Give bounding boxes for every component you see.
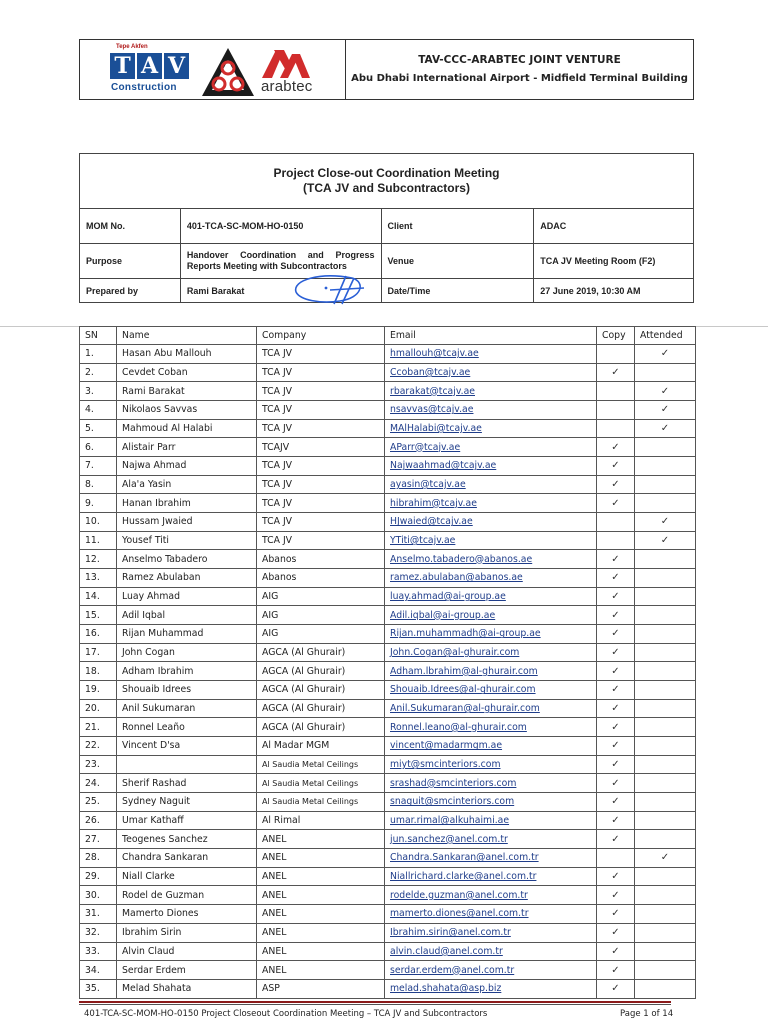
attendee-name: Alvin Claud — [117, 942, 257, 961]
attendee-company: TCA JV — [257, 494, 385, 513]
attendee-company: ASP — [257, 979, 385, 998]
attendee-email[interactable]: rbarakat@tcajv.ae — [385, 382, 597, 401]
attendee-company: ANEL — [257, 923, 385, 942]
attendee-sn: 21. — [80, 718, 117, 737]
attendee-email[interactable]: AParr@tcajv.ae — [385, 438, 597, 457]
attendee-row — [80, 587, 696, 606]
attendee-name: Shouaib Idrees — [117, 681, 257, 700]
attendee-sn: 8. — [80, 475, 117, 494]
letterhead — [79, 39, 694, 100]
attendee-sn: 7. — [80, 457, 117, 476]
attendee-sn: 10. — [80, 513, 117, 532]
attendee-sn: 1. — [80, 345, 117, 364]
copy-mark: ✓ — [597, 569, 635, 588]
attended-mark — [635, 606, 696, 625]
attendee-company: ANEL — [257, 961, 385, 980]
attendee-name: Umar Kathaff — [117, 811, 257, 830]
attendee-company: TCA JV — [257, 457, 385, 476]
attendee-company: AIG — [257, 606, 385, 625]
attendee-row — [80, 643, 696, 662]
col-header-email: Email — [385, 327, 597, 345]
jv-heading — [346, 40, 693, 99]
attendee-company: TCA JV — [257, 401, 385, 420]
col-header-name: Name — [117, 327, 257, 345]
attended-mark — [635, 793, 696, 812]
meeting-title-line2: (TCA JV and Subcontractors) — [303, 181, 470, 195]
copy-mark: ✓ — [597, 606, 635, 625]
attendee-email[interactable]: srashad@smcinteriors.com — [385, 774, 597, 793]
attendee-email[interactable]: Anselmo.tabadero@abanos.ae — [385, 550, 597, 569]
attendee-row — [80, 625, 696, 644]
attendee-row — [80, 699, 696, 718]
arabtec-wordmark: arabtec — [261, 78, 313, 95]
tav-letter: T — [110, 53, 135, 79]
attendee-company: ANEL — [257, 830, 385, 849]
attendee-row — [80, 979, 696, 998]
attended-mark — [635, 550, 696, 569]
attendee-name: Yousef Titi — [117, 531, 257, 550]
attendee-company: Al Saudia Metal Ceilings — [257, 793, 385, 812]
attendee-sn: 5. — [80, 419, 117, 438]
attendee-company: TCA JV — [257, 363, 385, 382]
meeting-info-table — [79, 153, 694, 303]
attendee-row — [80, 755, 696, 774]
attendee-company: AGCA (Al Ghurair) — [257, 681, 385, 700]
attendee-sn: 6. — [80, 438, 117, 457]
tav-tagline: Tepe Akfen — [116, 44, 148, 50]
attendee-sn: 24. — [80, 774, 117, 793]
attendee-name: Rijan Muhammad — [117, 625, 257, 644]
attended-mark: ✓ — [635, 382, 696, 401]
copy-mark: ✓ — [597, 699, 635, 718]
attendee-row — [80, 793, 696, 812]
attendee-row — [80, 830, 696, 849]
attended-mark — [635, 905, 696, 924]
attendee-row — [80, 905, 696, 924]
client-value: ADAC — [534, 209, 694, 244]
attendee-name: Teogenes Sanchez — [117, 830, 257, 849]
datetime-label: Date/Time — [381, 279, 534, 303]
attendee-email[interactable]: umar.rimal@alkuhaimi.ae — [385, 811, 597, 830]
attendee-email[interactable]: serdar.erdem@anel.com.tr — [385, 961, 597, 980]
attendee-name: Hasan Abu Mallouh — [117, 345, 257, 364]
attended-mark — [635, 681, 696, 700]
attendee-sn: 3. — [80, 382, 117, 401]
attendee-row — [80, 718, 696, 737]
attended-mark — [635, 961, 696, 980]
attendee-sn: 9. — [80, 494, 117, 513]
venue-value: TCA JV Meeting Room (F2) — [534, 244, 694, 279]
attendee-sn: 27. — [80, 830, 117, 849]
attendee-name: Rodel de Guzman — [117, 886, 257, 905]
attended-mark — [635, 569, 696, 588]
attendee-sn: 28. — [80, 849, 117, 868]
attendee-row — [80, 550, 696, 569]
attendee-row — [80, 494, 696, 513]
attended-mark — [635, 438, 696, 457]
attendance-header-row — [80, 327, 696, 345]
attendee-email[interactable]: Chandra.Sankaran@anel.com.tr — [385, 849, 597, 868]
attendee-sn: 22. — [80, 737, 117, 756]
attendee-sn: 14. — [80, 587, 117, 606]
jv-title: TAV-CCC-ARABTEC JOINT VENTURE — [418, 53, 621, 66]
attendee-company: ANEL — [257, 905, 385, 924]
footer-page-number: Page 1 of 14 — [620, 1009, 674, 1019]
attendee-company: ANEL — [257, 867, 385, 886]
copy-mark — [597, 849, 635, 868]
attended-mark — [635, 718, 696, 737]
attended-mark: ✓ — [635, 531, 696, 550]
attendee-email[interactable]: HJwaied@tcajv.ae — [385, 513, 597, 532]
attendee-row — [80, 849, 696, 868]
copy-mark: ✓ — [597, 457, 635, 476]
attendee-sn: 15. — [80, 606, 117, 625]
attendee-row — [80, 438, 696, 457]
copy-mark: ✓ — [597, 979, 635, 998]
attendee-sn: 23. — [80, 755, 117, 774]
attended-mark — [635, 830, 696, 849]
attendee-row — [80, 457, 696, 476]
copy-mark: ✓ — [597, 550, 635, 569]
attendee-company: TCA JV — [257, 513, 385, 532]
attended-mark — [635, 625, 696, 644]
copy-mark: ✓ — [597, 643, 635, 662]
attendance-table — [79, 326, 696, 999]
attendee-row — [80, 942, 696, 961]
col-header-attended: Attended — [635, 327, 696, 345]
copy-mark: ✓ — [597, 867, 635, 886]
copy-mark — [597, 401, 635, 420]
attendee-row — [80, 531, 696, 550]
attendee-name: Anil Sukumaran — [117, 699, 257, 718]
copy-mark — [597, 345, 635, 364]
attendee-sn: 29. — [80, 867, 117, 886]
company-logos — [80, 40, 346, 99]
jv-subtitle: Abu Dhabi International Airport - Midfield Terminal Building — [351, 72, 688, 84]
attendee-email[interactable]: Niallrichard.clarke@anel.com.tr — [385, 867, 597, 886]
attendee-name: Najwa Ahmad — [117, 457, 257, 476]
attended-mark — [635, 457, 696, 476]
attendee-company: Al Madar MGM — [257, 737, 385, 756]
attendee-name: Anselmo Tabadero — [117, 550, 257, 569]
attendee-company: AGCA (Al Ghurair) — [257, 718, 385, 737]
attended-mark — [635, 774, 696, 793]
copy-mark: ✓ — [597, 886, 635, 905]
attended-mark — [635, 475, 696, 494]
client-label: Client — [381, 209, 534, 244]
attendee-sn: 12. — [80, 550, 117, 569]
attended-mark — [635, 755, 696, 774]
tav-letter: A — [137, 53, 162, 79]
attendee-email[interactable]: Shouaib.Idrees@al-ghurair.com — [385, 681, 597, 700]
attendee-row — [80, 923, 696, 942]
copy-mark — [597, 513, 635, 532]
copy-mark — [597, 531, 635, 550]
attended-mark — [635, 662, 696, 681]
attendee-company: Al Rimal — [257, 811, 385, 830]
copy-mark: ✓ — [597, 774, 635, 793]
copy-mark: ✓ — [597, 755, 635, 774]
attendee-name: Ibrahim Sirin — [117, 923, 257, 942]
mom-value: 401-TCA-SC-MOM-HO-0150 — [180, 209, 381, 244]
attendee-name: Nikolaos Savvas — [117, 401, 257, 420]
attended-mark — [635, 587, 696, 606]
col-header-company: Company — [257, 327, 385, 345]
attended-mark — [635, 811, 696, 830]
copy-mark: ✓ — [597, 681, 635, 700]
copy-mark: ✓ — [597, 587, 635, 606]
prepared-value: Rami Barakat — [180, 279, 381, 303]
prepared-label: Prepared by — [80, 279, 181, 303]
footer-doc-ref: 401-TCA-SC-MOM-HO-0150 Project Closeout Coordination Meeting – TCA JV and Subcontractors — [84, 1009, 488, 1019]
attendee-name: Ala'a Yasin — [117, 475, 257, 494]
attendee-email[interactable]: Adham.lbrahim@al-ghurair.com — [385, 662, 597, 681]
copy-mark: ✓ — [597, 793, 635, 812]
attendee-row — [80, 886, 696, 905]
attendee-company: AGCA (Al Ghurair) — [257, 662, 385, 681]
attendee-company: AGCA (Al Ghurair) — [257, 643, 385, 662]
attendee-company: AIG — [257, 625, 385, 644]
attendee-row — [80, 513, 696, 532]
attendee-email[interactable]: hmallouh@tcajv.ae — [385, 345, 597, 364]
attended-mark — [635, 699, 696, 718]
attendee-company: TCA JV — [257, 419, 385, 438]
attendee-email[interactable]: Anil.Sukumaran@al-ghurair.com — [385, 699, 597, 718]
attendee-sn: 25. — [80, 793, 117, 812]
attended-mark: ✓ — [635, 419, 696, 438]
arabtec-logo-icon — [258, 46, 314, 80]
attendee-name: John Cogan — [117, 643, 257, 662]
attended-mark: ✓ — [635, 401, 696, 420]
attendee-company: TCA JV — [257, 475, 385, 494]
footer-rule-thin — [79, 1004, 671, 1005]
signature-icon — [290, 270, 370, 310]
attendee-row — [80, 681, 696, 700]
attendee-row — [80, 382, 696, 401]
attendee-name: Mahmoud Al Halabi — [117, 419, 257, 438]
attendee-email[interactable]: nsavvas@tcajv.ae — [385, 401, 597, 420]
attendee-email[interactable]: luay.ahmad@ai-group.ae — [385, 587, 597, 606]
attendee-sn: 18. — [80, 662, 117, 681]
copy-mark: ✓ — [597, 625, 635, 644]
attendee-sn: 33. — [80, 942, 117, 961]
attendee-row — [80, 401, 696, 420]
attendee-company: Abanos — [257, 550, 385, 569]
purpose-value: Handover Coordination and Progress Reports Meeting with Subcontractors — [180, 244, 381, 279]
attendee-name: Cevdet Coban — [117, 363, 257, 382]
attendee-name: Serdar Erdem — [117, 961, 257, 980]
attendee-name: Adham Ibrahim — [117, 662, 257, 681]
attendee-row — [80, 774, 696, 793]
attended-mark: ✓ — [635, 345, 696, 364]
ccc-logo-icon — [200, 46, 256, 98]
attendee-name: Hussam Jwaied — [117, 513, 257, 532]
copy-mark: ✓ — [597, 363, 635, 382]
attendee-name: Sydney Naguit — [117, 793, 257, 812]
attendee-sn: 17. — [80, 643, 117, 662]
attendee-email[interactable]: Najwaahmad@tcajv.ae — [385, 457, 597, 476]
attendee-company: AIG — [257, 587, 385, 606]
attendee-email[interactable]: hibrahim@tcajv.ae — [385, 494, 597, 513]
attendee-sn: 30. — [80, 886, 117, 905]
copy-mark: ✓ — [597, 475, 635, 494]
attendee-company: TCA JV — [257, 531, 385, 550]
attendee-name: Mamerto Diones — [117, 905, 257, 924]
attended-mark — [635, 363, 696, 382]
venue-label: Venue — [381, 244, 534, 279]
copy-mark: ✓ — [597, 718, 635, 737]
attendee-sn: 31. — [80, 905, 117, 924]
attended-mark — [635, 737, 696, 756]
attended-mark — [635, 867, 696, 886]
copy-mark: ✓ — [597, 905, 635, 924]
attendee-company: TCA JV — [257, 345, 385, 364]
attendee-row — [80, 606, 696, 625]
attendee-sn: 26. — [80, 811, 117, 830]
attendee-company: ANEL — [257, 942, 385, 961]
attendee-company: TCA JV — [257, 382, 385, 401]
purpose-label: Purpose — [80, 244, 181, 279]
attendee-company: ANEL — [257, 849, 385, 868]
attendee-name: Ramez Abulaban — [117, 569, 257, 588]
attendee-email[interactable]: melad.shahata@asp.biz — [385, 979, 597, 998]
datetime-value: 27 June 2019, 10:30 AM — [534, 279, 694, 303]
attendee-name: Hanan Ibrahim — [117, 494, 257, 513]
attendee-email[interactable]: Ronnel.leano@al-ghurair.com — [385, 718, 597, 737]
copy-mark: ✓ — [597, 923, 635, 942]
meeting-title-line1: Project Close-out Coordination Meeting — [273, 166, 500, 180]
copy-mark: ✓ — [597, 961, 635, 980]
attendee-name: Niall Clarke — [117, 867, 257, 886]
attendee-name: Ronnel Leaño — [117, 718, 257, 737]
attendee-email[interactable]: Rijan.muhammadh@ai-group.ae — [385, 625, 597, 644]
attended-mark: ✓ — [635, 513, 696, 532]
attendee-name: Adil Iqbal — [117, 606, 257, 625]
footer-rule — [79, 1001, 671, 1003]
attendee-email[interactable]: vincent@madarmgm.ae — [385, 737, 597, 756]
attendee-row — [80, 867, 696, 886]
mom-label: MOM No. — [80, 209, 181, 244]
attendee-email[interactable]: rodelde.guzman@anel.com.tr — [385, 886, 597, 905]
copy-mark: ✓ — [597, 494, 635, 513]
attended-mark: ✓ — [635, 849, 696, 868]
copy-mark: ✓ — [597, 438, 635, 457]
attendee-row — [80, 737, 696, 756]
attendee-row — [80, 569, 696, 588]
attended-mark — [635, 494, 696, 513]
attended-mark — [635, 923, 696, 942]
attendee-sn: 2. — [80, 363, 117, 382]
attendee-name: Chandra Sankaran — [117, 849, 257, 868]
attendee-row — [80, 419, 696, 438]
attendee-name: Luay Ahmad — [117, 587, 257, 606]
tav-subtitle: Construction — [111, 82, 177, 93]
attendee-row — [80, 345, 696, 364]
attendee-email[interactable]: alvin.claud@anel.com.tr — [385, 942, 597, 961]
attendee-email[interactable]: Ccoban@tcajv.ae — [385, 363, 597, 382]
attended-mark — [635, 643, 696, 662]
attendee-company: ANEL — [257, 886, 385, 905]
meeting-title — [80, 154, 694, 209]
attended-mark — [635, 886, 696, 905]
copy-mark: ✓ — [597, 811, 635, 830]
attendee-email[interactable]: John.Cogan@al-ghurair.com — [385, 643, 597, 662]
attendee-company: Abanos — [257, 569, 385, 588]
copy-mark: ✓ — [597, 830, 635, 849]
attendee-sn: 13. — [80, 569, 117, 588]
attended-mark — [635, 979, 696, 998]
attendee-row — [80, 811, 696, 830]
attendee-company: Al Saudia Metal Ceilings — [257, 774, 385, 793]
attendee-email[interactable]: YTiti@tcajv.ae — [385, 531, 597, 550]
copy-mark — [597, 419, 635, 438]
tav-logo — [110, 53, 189, 79]
attendee-name: Sherif Rashad — [117, 774, 257, 793]
col-header-sn: SN — [80, 327, 117, 345]
attendee-sn: 32. — [80, 923, 117, 942]
copy-mark — [597, 382, 635, 401]
attendee-name — [117, 755, 257, 774]
attendee-name: Alistair Parr — [117, 438, 257, 457]
attendee-email[interactable]: ramez.abulaban@abanos.ae — [385, 569, 597, 588]
attendee-email[interactable]: ayasin@tcajv.ae — [385, 475, 597, 494]
attended-mark — [635, 942, 696, 961]
attendee-name: Melad Shahata — [117, 979, 257, 998]
attendee-company: TCAJV — [257, 438, 385, 457]
attendance-rows — [80, 345, 696, 999]
attendee-email[interactable]: Adil.iqbal@ai-group.ae — [385, 606, 597, 625]
attendee-row — [80, 961, 696, 980]
attendee-email[interactable]: Ibrahim.sirin@anel.com.tr — [385, 923, 597, 942]
attendee-name: Vincent D'sa — [117, 737, 257, 756]
col-header-copy: Copy — [597, 327, 635, 345]
attendee-sn: 35. — [80, 979, 117, 998]
attendee-row — [80, 363, 696, 382]
attendee-sn: 16. — [80, 625, 117, 644]
attendee-row — [80, 662, 696, 681]
attendee-company: AGCA (Al Ghurair) — [257, 699, 385, 718]
attendee-sn: 11. — [80, 531, 117, 550]
copy-mark: ✓ — [597, 737, 635, 756]
attendee-sn: 34. — [80, 961, 117, 980]
attendee-name: Rami Barakat — [117, 382, 257, 401]
copy-mark: ✓ — [597, 942, 635, 961]
attendee-email[interactable]: mamerto.diones@anel.com.tr — [385, 905, 597, 924]
attendee-sn: 20. — [80, 699, 117, 718]
attendee-company: Al Saudia Metal Ceilings — [257, 755, 385, 774]
copy-mark: ✓ — [597, 662, 635, 681]
attendee-email[interactable]: MAlHalabi@tcajv.ae — [385, 419, 597, 438]
tav-letter: V — [164, 53, 189, 79]
attendee-row — [80, 475, 696, 494]
attendee-email[interactable]: jun.sanchez@anel.com.tr — [385, 830, 597, 849]
attendee-sn: 19. — [80, 681, 117, 700]
attendee-email[interactable]: snaguit@smcinteriors.com — [385, 793, 597, 812]
attendee-sn: 4. — [80, 401, 117, 420]
attendee-email[interactable]: miyt@smcinteriors.com — [385, 755, 597, 774]
